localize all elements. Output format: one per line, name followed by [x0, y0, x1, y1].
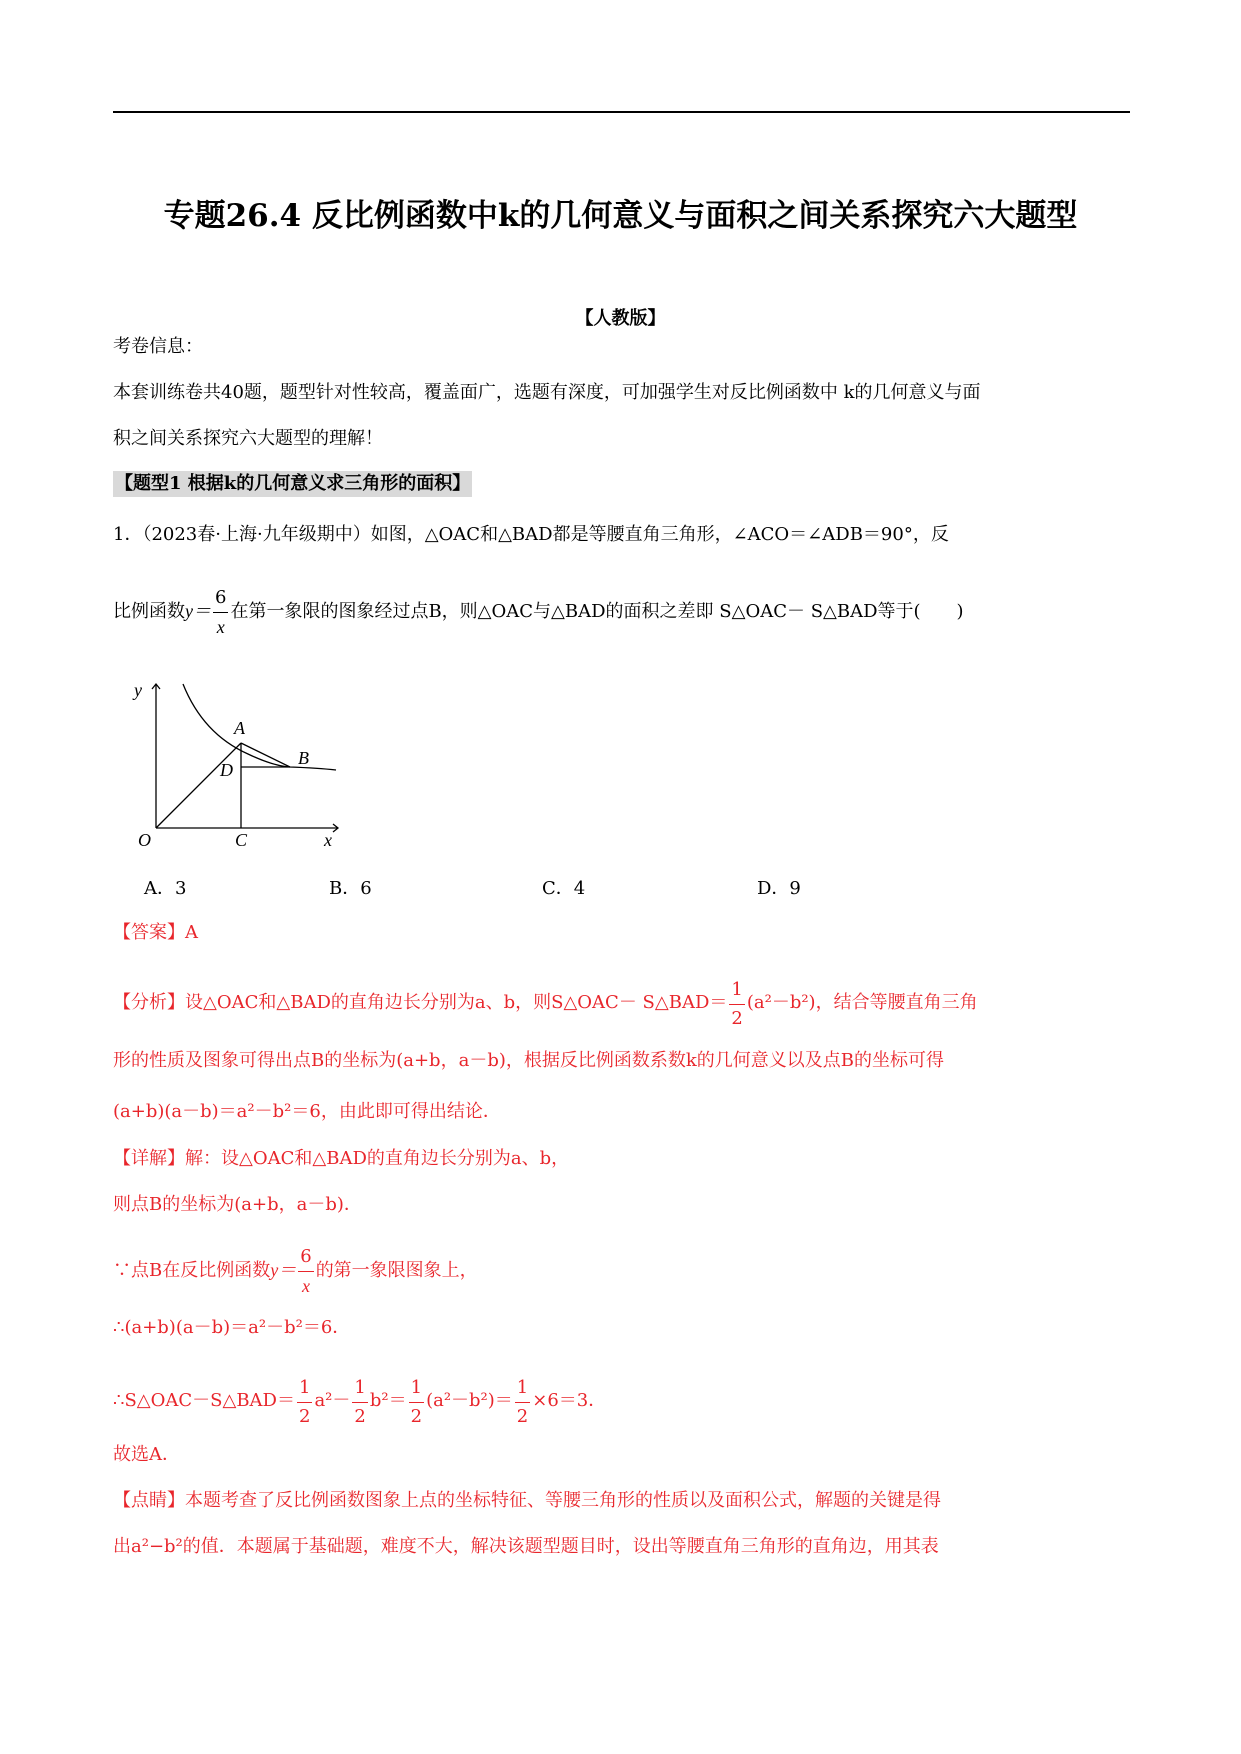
info-line-1: 本套训练卷共40题，题型针对性较高，覆盖面广，选题有深度，可加强学生对反比例函数中 k的几何意义与面	[113, 382, 981, 403]
choice-b: B．6	[329, 878, 372, 899]
edition-label: 【人教版】	[575, 308, 666, 329]
comment-line-1: 【点睛】本题考查了反比例函数图象上点的坐标特征、等腰三角形的性质以及面积公式，解题的关键是得	[113, 1490, 941, 1511]
half-3	[409, 1374, 424, 1431]
half-3-num: 1	[409, 1374, 424, 1403]
q2-prefix: 比例函数	[113, 601, 185, 622]
half-1-num: 1	[297, 1374, 312, 1403]
detail-5b: a²－	[314, 1390, 351, 1411]
question-figure	[128, 676, 343, 848]
analysis-1a: 【分析】设△OAC和△BAD的直角边长分别为a、b，则S△OAC－ S△BAD＝	[113, 992, 728, 1013]
label-D: D	[220, 760, 233, 780]
half-4-den: 2	[516, 1406, 529, 1427]
section-heading-1: 【题型1 根据k的几何意义求三角形的面积】	[113, 471, 472, 497]
detail-line-5	[113, 1374, 606, 1431]
detail-fraction	[298, 1243, 313, 1300]
detail-frac-num: 6	[298, 1243, 313, 1272]
analysis-1b: (a²－b²)，结合等腰直角三角	[746, 992, 978, 1013]
header-rule	[113, 111, 1130, 113]
half-3-den: 2	[410, 1406, 423, 1427]
q2-fraction	[213, 584, 228, 641]
detail-line-1: 【详解】解：设△OAC和△BAD的直角边长分别为a、b，	[113, 1148, 570, 1169]
choice-c: C．4	[542, 878, 586, 899]
analysis-line-1	[113, 976, 978, 1033]
half-2-num: 1	[352, 1374, 367, 1403]
detail-5d: (a²－b²)＝	[426, 1390, 513, 1411]
analysis-fraction	[729, 976, 744, 1033]
q2-frac-den: x	[216, 617, 225, 637]
detail-line-4: ∴(a+b)(a－b)＝a²－b²＝6．	[113, 1317, 351, 1338]
q2-suffix: 在第一象限的图象经过点B，则△OAC与△BAD的面积之差即 S△OAC－ S△BAD等于( )	[230, 601, 964, 622]
label-y: y	[134, 680, 142, 700]
detail-frac-den: x	[301, 1276, 310, 1296]
segment-AB	[241, 743, 290, 767]
label-C: C	[235, 830, 248, 848]
conclusion-line: 故选A．	[113, 1444, 180, 1465]
detail-3b: y＝	[270, 1260, 297, 1280]
half-2-den: 2	[354, 1406, 366, 1427]
detail-3a: ∵点B在反比例函数	[113, 1260, 271, 1281]
label-O: O	[138, 830, 151, 848]
half-4	[515, 1374, 530, 1431]
segment-OA	[156, 743, 241, 828]
question-line-1: 1．（2023春·上海·九年级期中）如图，△OAC和△BAD都是等腰直角三角形，∠ACO＝∠ADB＝90°，反	[113, 524, 949, 545]
info-line-2: 积之间关系探究六大题型的理解！	[113, 428, 383, 449]
half-4-num: 1	[515, 1374, 530, 1403]
detail-line-2: 则点B的坐标为(a+b，a－b)．	[113, 1194, 362, 1215]
detail-line-3	[113, 1243, 478, 1300]
hyperbola-curve	[183, 684, 336, 770]
analysis-frac-num: 1	[729, 976, 744, 1005]
half-1	[297, 1374, 312, 1431]
analysis-line-3: (a+b)(a－b)＝a²－b²＝6，由此即可得出结论．	[113, 1101, 501, 1122]
document-title: 专题26.4 反比例函数中k的几何意义与面积之间关系探究六大题型	[163, 198, 1078, 234]
half-1-den: 2	[299, 1406, 311, 1427]
question-line-2	[113, 584, 964, 641]
detail-3c: 的第一象限图象上，	[315, 1260, 478, 1281]
half-2	[352, 1374, 367, 1431]
choice-a: A．3	[144, 878, 187, 899]
q2-eq: y＝	[185, 601, 211, 621]
analysis-line-2: 形的性质及图象可得出点B的坐标为(a+b，a－b)，根据反比例函数系数k的几何意义以及点B的坐标可得	[113, 1050, 944, 1071]
label-B: B	[298, 748, 309, 768]
choice-d: D．9	[757, 878, 801, 899]
q2-frac-num: 6	[213, 584, 228, 613]
answer-line: 【答案】A	[113, 922, 198, 943]
label-x: x	[324, 830, 332, 848]
analysis-frac-den: 2	[731, 1008, 743, 1029]
info-label: 考卷信息：	[113, 336, 203, 357]
label-A: A	[234, 718, 245, 738]
detail-5a: ∴S△OAC－S△BAD＝	[113, 1390, 295, 1411]
detail-5c: b²＝	[369, 1390, 407, 1411]
comment-line-2: 出a²−b²的值．本题属于基础题，难度不大，解决该题型题目时，设出等腰直角三角形的直角边，用其表	[113, 1536, 939, 1557]
detail-5e: ×6＝3．	[532, 1390, 607, 1411]
